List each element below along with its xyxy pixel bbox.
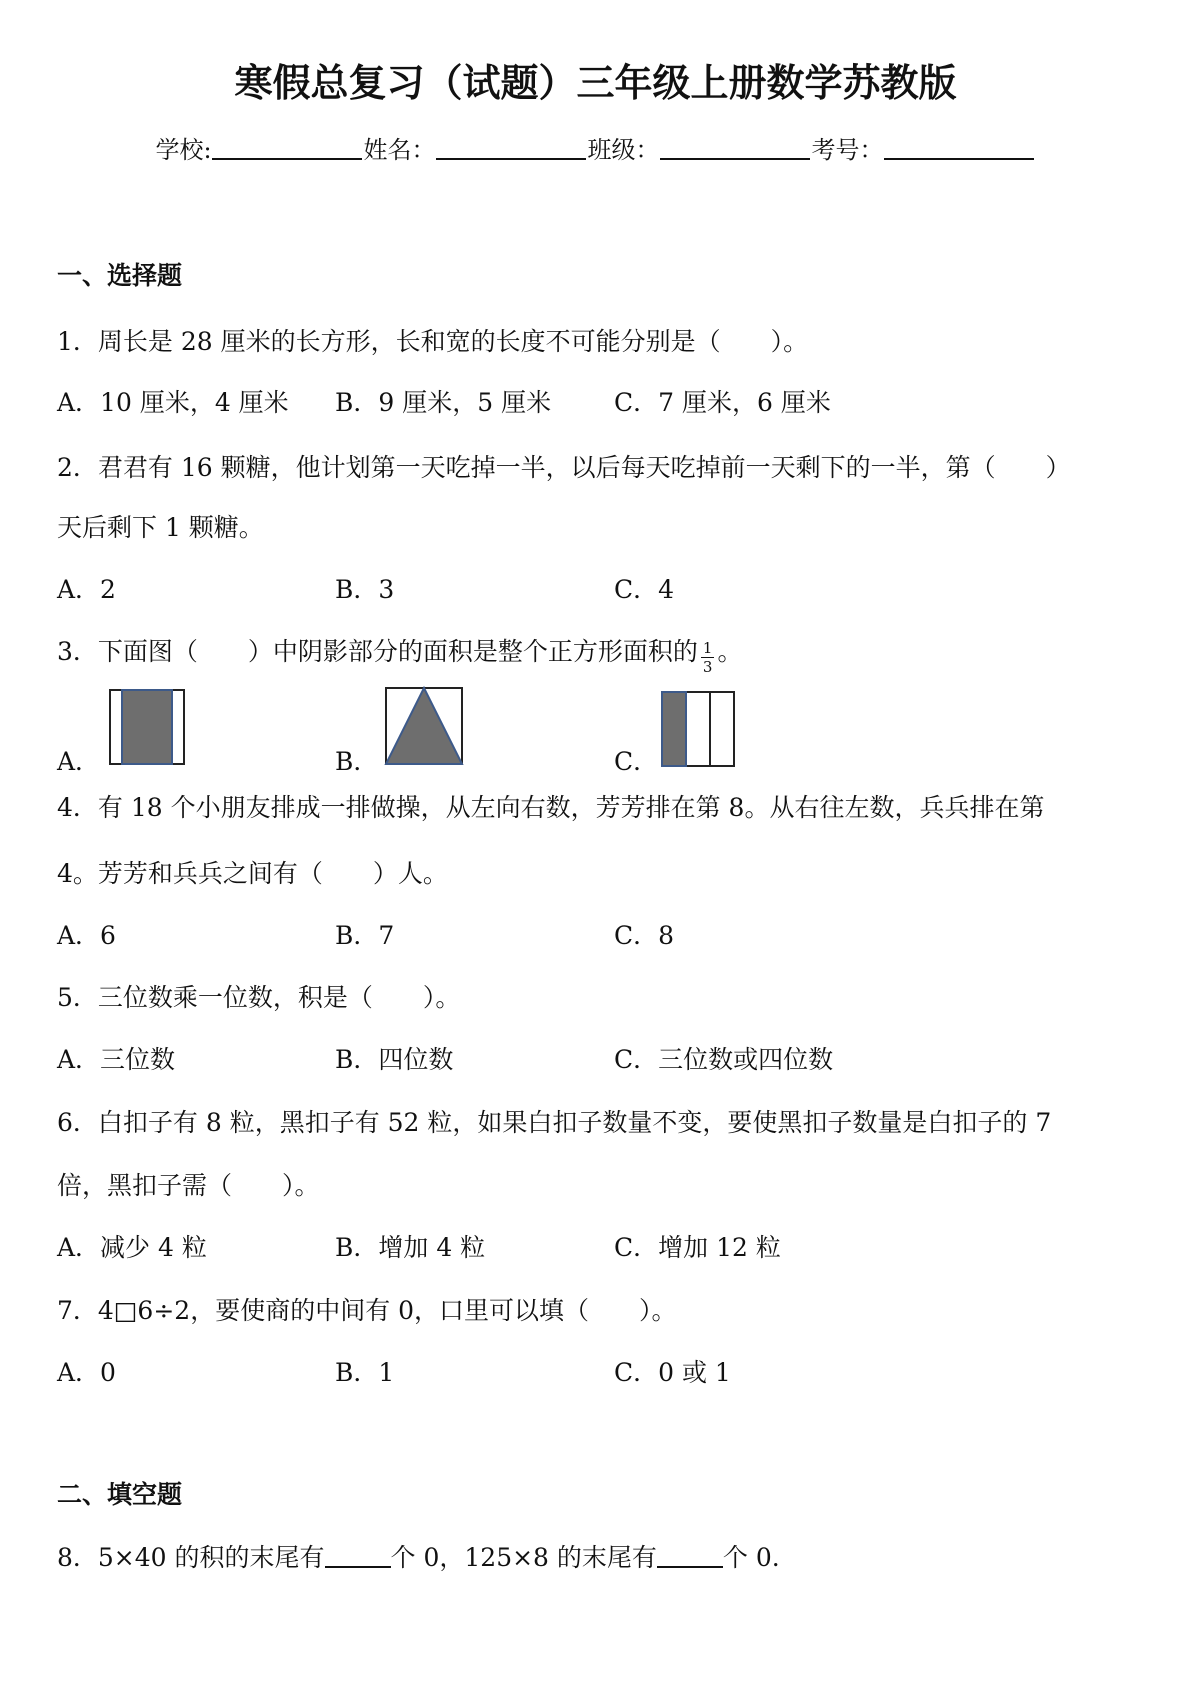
q7-option-b[interactable]: B．1 <box>335 1358 395 1387</box>
question-7: 7．4□6÷2，要使商的中间有 0，口里可以填（ ）。 <box>57 1296 677 1325</box>
q7-option-c[interactable]: C．0 或 1 <box>614 1358 731 1387</box>
q4-option-b[interactable]: B．7 <box>335 921 395 950</box>
name-blank[interactable] <box>436 132 586 160</box>
q8-answer-blank-2[interactable] <box>657 1542 723 1568</box>
q5-option-b[interactable]: B．四位数 <box>335 1045 454 1074</box>
question-8 <box>57 1540 780 1576</box>
q1-option-a[interactable]: A．10 厘米，4 厘米 <box>57 388 289 417</box>
q3-option-b[interactable]: B． <box>335 747 379 776</box>
question-6-line-1: 6．白扣子有 8 粒，黑扣子有 52 粒，如果白扣子数量不变，要使黑扣子数量是白扣子的 7 <box>57 1108 1052 1137</box>
school-blank[interactable] <box>212 132 362 160</box>
figure-a-shaded-region <box>122 690 172 764</box>
q2-option-a[interactable]: A．2 <box>57 575 116 604</box>
figure-b-square-triangle[interactable] <box>384 686 466 768</box>
q3-option-c[interactable]: C． <box>614 747 659 776</box>
class-blank[interactable] <box>660 132 810 160</box>
question-6-line-2: 倍，黑扣子需（ ）。 <box>57 1171 320 1200</box>
q2-option-b[interactable]: B．3 <box>335 575 395 604</box>
q8-answer-blank-1[interactable] <box>325 1542 391 1568</box>
question-8-part-1: 8．5×40 的积的末尾有 <box>57 1543 325 1572</box>
fraction-denominator: 3 <box>702 658 713 676</box>
number-label: 考号： <box>811 136 884 164</box>
question-3-text: 3．下面图（ ）中阴影部分的面积是整个正方形面积的 <box>57 637 698 666</box>
q6-option-c[interactable]: C．增加 12 粒 <box>614 1233 781 1262</box>
figure-a-square-shaded[interactable] <box>108 688 188 768</box>
q5-option-a[interactable]: A．三位数 <box>57 1045 176 1074</box>
question-4-line-1: 4．有 18 个小朋友排成一排做操，从左向右数，芳芳排在第 8。从右往左数，兵兵排在第 <box>57 793 1045 822</box>
q7-option-a[interactable]: A．0 <box>57 1358 116 1387</box>
question-1: 1．周长是 28 厘米的长方形，长和宽的长度不可能分别是（ ）。 <box>57 327 809 356</box>
number-blank[interactable] <box>884 132 1034 160</box>
q1-option-b[interactable]: B．9 厘米，5 厘米 <box>335 388 552 417</box>
question-2-line-2: 天后剩下 1 颗糖。 <box>57 513 264 542</box>
page-title: 寒假总复习（试题）三年级上册数学苏教版 <box>234 61 957 105</box>
q6-option-a[interactable]: A．减少 4 粒 <box>57 1233 207 1262</box>
section-choice-title: 一、选择题 <box>57 261 183 290</box>
question-5: 5．三位数乘一位数，积是（ ）。 <box>57 983 461 1012</box>
q6-option-b[interactable]: B．增加 4 粒 <box>335 1233 486 1262</box>
name-label: 姓名： <box>363 136 436 164</box>
q2-option-c[interactable]: C．4 <box>614 575 675 604</box>
student-info-line <box>0 132 1191 167</box>
q3-option-a[interactable]: A． <box>57 747 101 776</box>
q1-option-c[interactable]: C．7 厘米，6 厘米 <box>614 388 831 417</box>
question-3-period: 。 <box>717 637 743 666</box>
q4-option-a[interactable]: A．6 <box>57 921 116 950</box>
figure-c-square-thirds[interactable] <box>660 690 738 770</box>
section-fill-title: 二、填空题 <box>57 1480 183 1509</box>
school-label: 学校: <box>155 136 212 164</box>
question-8-part-2: 个 0，125×8 的末尾有 <box>390 1543 657 1572</box>
question-8-part-3: 个 0. <box>722 1543 780 1572</box>
q5-option-c[interactable]: C．三位数或四位数 <box>614 1045 834 1074</box>
q4-option-c[interactable]: C．8 <box>614 921 675 950</box>
question-3 <box>57 634 742 676</box>
question-4-line-2: 4。芳芳和兵兵之间有（ ）人。 <box>57 859 448 888</box>
fraction-one-third <box>701 639 715 676</box>
question-2-line-1: 2．君君有 16 颗糖，他计划第一天吃掉一半，以后每天吃掉前一天剩下的一半，第（ ） <box>57 453 1071 482</box>
figure-c-shaded-third <box>662 692 686 766</box>
fraction-numerator: 1 <box>702 639 713 657</box>
class-label: 班级： <box>587 136 660 164</box>
